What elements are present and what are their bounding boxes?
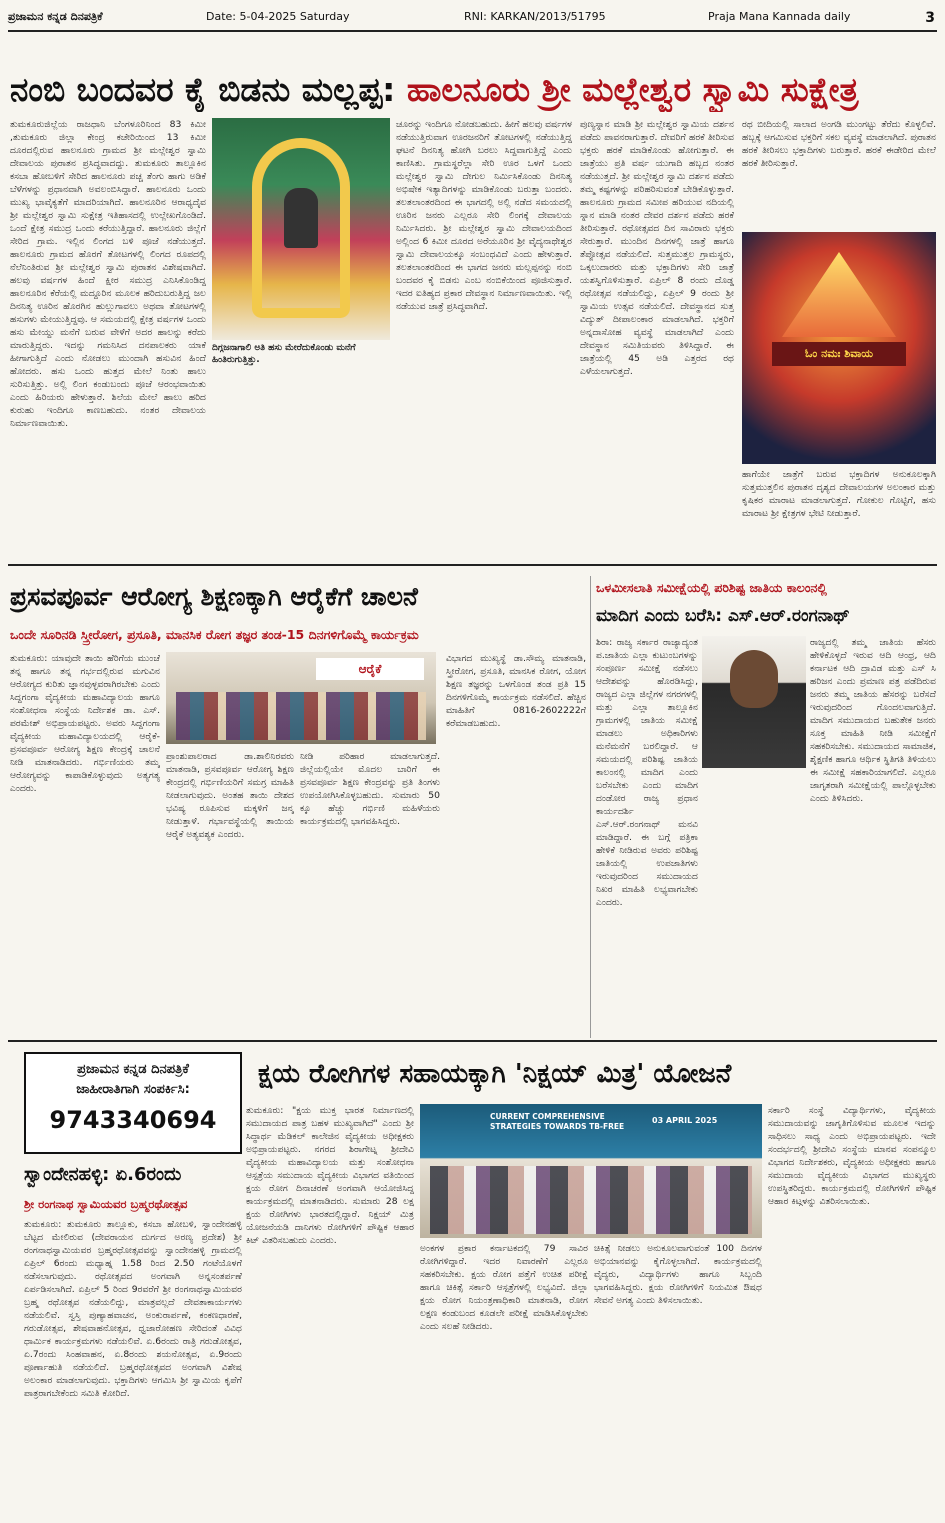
tb-event-photo [420,1104,762,1238]
photo1-caption: ದಿಗ್ಗಜನಾಗಾಲಿ ಅತಿ ಹಸು ಮೇರೆದುಕೊಂಡು ಮನೆಗೆ ಹಿಂತಿರುಗುತ್ತಿತ್ತು. [212,343,356,365]
story1-headline [10,68,935,112]
story2-column-4: ವಿಭಾಗದ ಮುಖ್ಯಸ್ಥೆ ಡಾ.ಸೌಮ್ಯ ಮಾತನಾಡಿ, ಸ್ತ್ರೀರೋಗ, ಪ್ರಸೂತಿ, ಮಾನಸಿಕ ರೋಗ, ಯೋಗ ಶಿಕ್ಷಣ ತಜ್ಞರನ್ನು ಒಳಗೊಂಡ ತಂಡ ಪ್ರತಿ 15 ದಿನಗಳಿಗೊಮ್ಮೆ ಕಾರ್ಯಕ್ರಮ ನಡೆಸಲಿದೆ. ಹೆಚ್ಚಿನ ಮಾಹಿತಿಗೆ 0816-2602222ಗೆ ಕರೆಮಾಡಬಹುದು. [446,653,586,729]
story1-headline-a: ನಂಬಿ ಬಂದವರ ಕೈ ಬಿಡನು ಮಲ್ಲಪ್ಪ: [10,70,396,109]
story5-headline: ಕ್ಷಯ ರೋಗಿಗಳ ಸಹಾಯಕ್ಕಾಗಿ 'ನಿಕ್ಷಯ್ ಮಿತ್ರ' ಯೋಜನೆ [258,1059,732,1089]
story5-column-4: ಸರ್ಕಾರಿ ಸಂಸ್ಥೆ ವಿದ್ಯಾರ್ಥಿಗಳು, ವೈದ್ಯಕೀಯ ಸಮುದಾಯವನ್ನು ಜಾಗೃತಿಗೊಳಿಸುವ ಮೂಲಕ ಇದನ್ನು ಸಾಧಿಸಲು ಸಾಧ್ಯ ಎಂದು ಅಭಿಪ್ರಾಯಪಟ್ಟರು. ಇದೇ ಸಂದರ್ಭದಲ್ಲಿ ಶ್ರೀದೇವಿ ಸಂಸ್ಥೆಯ ಮಾನವ ಸಂಪನ್ಮೂಲ ವಿಭಾಗದ ನಿರ್ದೇಶಕರು, ವೈದ್ಯಕೀಯ ಅಧೀಕ್ಷಕರು ಹಾಗೂ ಸಮುದಾಯ ವೈದ್ಯಕೀಯ ವಿಭಾಗದ ಮುಖ್ಯಸ್ಥರು ಉಪಸ್ಥಿತರಿದ್ದರು. ಕಾರ್ಯಕ್ರಮದಲ್ಲಿ ರೋಗಿಗಳಿಗೆ ಪೌಷ್ಟಿಕ ಆಹಾರ ಕಿಟ್ಗಳನ್ನು ವಿತರಿಸಲಾಯಿತು. [768,1105,936,1207]
story2-subhead: ಒಂದೇ ಸೂರಿನಡಿ ಸ್ತ್ರೀರೋಗ, ಪ್ರಸೂತಿ, ಮಾನಸಿಕ ರೋಗ ತಜ್ಞರ ತಂಡ-15 ದಿನಗಳಿಗೊಮ್ಮೆ ಕಾರ್ಯಕ್ರಮ [10,627,419,642]
page-number: 3 [925,10,935,26]
story1-column-4b: ಹಾಗೆಯೇ ಜಾತ್ರೆಗೆ ಬರುವ ಭಕ್ತಾದಿಗಳ ಅನುಕೂಲಕ್ಕಾಗಿ ಸುತ್ತಮುತ್ತಲಿನ ಪುರಾತನ ದೃಶ್ಯದ ದೇವಾಲಯಗಳ ಅಲಂಕಾರ ಮತ್ತು ಕೃಷಿಕರ ಮಾರಾಟ ಮಾಡಲಾಗುತ್ತದೆ. ಗೋಕುಲ ಗೊಟ್ಟಿಗೆ, ಹಸು ಮಾರಾಟ ಶ್ರೀ ಕ್ಷೇತ್ರಗಳ ಭೇಟಿ ನೀಡುತ್ತಾರೆ. [742,469,936,519]
story1-column-1: ತುಮಕೂರುಜಿಲ್ಲೆಯ ರಾಜಧಾನಿ ಬೆಂಗಳೂರಿನಿಂದ 83 ಕಿಮೀ ,ತುಮಕೂರು ಜಿಲ್ಲಾ ಕೇಂದ್ರ ಕಚೇರಿಯಿಂದ 13 ಕಿಮೀ ದೂರದಲ್ಲಿರುವ ಹಾಲನೂರು ಗ್ರಾಮದ ಶ್ರೀ ಮಲ್ಲೇಶ್ವರ ಸ್ವಾಮಿ ದೇವಾಲಯ ಪುರಾತನ ಪ್ರಸಿದ್ಧವಾದದ್ದು. ತುಮಕೂರು ತಾಲ್ಲೂಕಿನ ಕಸಬಾ ಹೋಬಳಿಗೆ ಸೇರಿದ ಹಾಲನೂರು ಪಚ್ಚ ತೆಂಗು ಹಾಗು ಅಡಿಕೆ ಬೆಳೆಗಳನ್ನು ಪ್ರಧಾನವಾಗಿ ಅವಲಂಬಿಸಿದ್ದಾರೆ. ಹಾಲನೂರು ಒಂದು ಮುಖ್ಯ ಭಾವೈಕ್ಯತೆಗೆ ಮಾದರಿಯಾಗಿದೆ. ಹಾಲನೂರಿನ ಆರಾಧ್ಯದೈವ ಶ್ರೀ ಮಲ್ಲೇಶ್ವರ ಸ್ವಾಮಿ ಸುಕ್ಷೇತ್ರ ಇತಿಹಾಸದಲ್ಲಿ ಉಲ್ಲೇಖಗೊಂಡಿದೆ. ಒಂದೆ ಕ್ಷೇತ್ರ ಸಮುದ್ರ ಒಂದು ಕರೆಯುತ್ತಿದ್ದಾರೆ. ಹಾಲನೂರು ಜಿಲ್ಲೆಗೆ ಸೇರಿದ ಗ್ರಾಮ. ಇಲ್ಲಿನ ಲಿಂಗದ ಬಳಿ ಪೂಜೆ ನಡೆಯುತ್ತದೆ. ಹಾಲನೂರು ಗ್ರಾಮದ ಹೊರಗೆ ತೋಟಗಳಲ್ಲಿ ಲಿಂಗದ ರೂಪದಲ್ಲಿ ನೆಲೆನಿಂತಿರುವ ಶ್ರೀ ಮಲ್ಲೇಶ್ವರ ಸ್ವಾಮಿ ಪುರಾತನ ವಿಶೇಷವಾಗಿದೆ. ಹಲವು ವರ್ಷಗಳ ಹಿಂದೆ ಕ್ಷೀರ ಸಮುದ್ರ ಎನಿಸಿಕೊಂಡಿದ್ದ ಹಾಲನೂರಿನ ಕೆರೆಯಲ್ಲಿ ಮದ್ದೂರಿನ ಮೂಲಕ ಹರಿದುಬರುತ್ತಿದ್ದ ಜಲ ದಿನನಿತ್ಯ ಊರಿನ ಹೊರಗಿನ ಹುಲ್ಲುಗಾವಲು ಅಥವಾ ತೋಟಗಳಲ್ಲಿ ಹಸುಗಳು ಮೇಯುತ್ತಿದ್ದವು. ಆ ಸಮಯದಲ್ಲಿ ಕ್ಷೇತ್ರ ವರ್ಷಗಳ ಒಂದು ಹಸು ಮೇಯ್ದು ಮನೆಗೆ ಬರುವ ವೇಳೆಗೆ ಅದರ ಹಾಲನ್ನು ಕರೆದು ಮಾರುತ್ತಿದ್ದರು. ಇದನ್ನು ಗಮನಿಸಿದ ದನಪಾಲಕರು ಯಾಕೆ ಹೀಗಾಗುತ್ತಿದೆ ಎಂದು ನೋಡಲು ಮುಂದಾಗಿ ಹಸುವಿನ ಹಿಂದೆ ಹೋದರು. ಹಸು ಒಂದು ಹುತ್ತದ ಮೇಲೆ ನಿಂತು ಹಾಲು ಸುರಿಸುತ್ತಿತ್ತು. ಅಲ್ಲಿ ಲಿಂಗ ಕಂಡುಬಂದು ಪೂಜೆ ಆರಂಭವಾಯಿತು ಎಂದು ಹಿರಿಯರು ಹೇಳುತ್ತಾರೆ. ಶಿಲೆಯ ಮೇಲೆ ಹಾಲು ಹರಿದ ಕುರುಹು ಇಂದಿಗೂ ಕಾಣಬಹುದು. ನಂತರ ದೇವಾಲಯ ನಿರ್ಮಾಣವಾಯಿತು. [10,119,206,429]
chariot-banner: ಓಂ ನಮಃ ಶಿವಾಯ [772,342,906,366]
story2-column-1: ತುಮಕೂರು: ಯಾವುದೇ ತಾಯಿ ಹೆರಿಗೆಯ ಮುಂಚೆ ತನ್ನ ಹಾಗೂ ತನ್ನ ಗರ್ಭದಲ್ಲಿರುವ ಮಗುವಿನ ಆರೋಗ್ಯದ ಕುರಿತು ಜ್ಞಾನವುಳ್ಳವರಾಗಿರಬೇಕು ಎಂದು ಸಿದ್ದಗಂಗಾ ವೈದ್ಯಕೀಯ ಮಹಾವಿದ್ಯಾಲಯ ಹಾಗೂ ಸಂಶೋಧನಾ ಸಂಸ್ಥೆಯ ನಿರ್ದೇಶಕ ಡಾ. ಎಸ್. ಪರಮೇಶ್ ಅಭಿಪ್ರಾಯಪಟ್ಟರು. ಅವರು ಸಿದ್ದಗಂಗಾ ವೈದ್ಯಕೀಯ ಮಹಾವಿದ್ಯಾಲಯದಲ್ಲಿ ಆರೈಕೆ-ಪ್ರಸವಪೂರ್ವ ಆರೋಗ್ಯ ಶಿಕ್ಷಣ ಕೇಂದ್ರಕ್ಕೆ ಚಾಲನೆ ನೀಡಿ ಮಾತನಾಡಿದರು. ಗರ್ಭಿಣಿಯರು ತಮ್ಮ ಆರೋಗ್ಯವನ್ನು ಕಾಪಾಡಿಕೊಳ್ಳುವುದು ಅತ್ಯಗತ್ಯ ಎಂದರು. [10,653,160,794]
people-group-icon [430,1166,752,1234]
story5-column-1: ತುಮಕೂರು: "ಕ್ಷಯ ಮುಕ್ತ ಭಾರತ ನಿರ್ಮಾಣದಲ್ಲಿ ಸಮುದಾಯದ ಪಾತ್ರ ಬಹಳ ಮುಖ್ಯವಾಗಿದೆ" ಎಂದು ಶ್ರೀ ಸಿದ್ಧಾರ್ಥ ಮೆಡಿಕಲ್ ಕಾಲೇಜಿನ ವೈದ್ಯಕೀಯ ಅಧೀಕ್ಷಕರು ಅಭಿಪ್ರಾಯಪಟ್ಟರು. ನಗರದ ಶಿರಾಗೇಟ್ನ ಶ್ರೀದೇವಿ ವೈದ್ಯಕೀಯ ಮಹಾವಿದ್ಯಾಲಯ ಮತ್ತು ಸಂಶೋಧನಾ ಆಸ್ಪತ್ರೆಯ ಸಮುದಾಯ ವೈದ್ಯಕೀಯ ವಿಭಾಗದ ವತಿಯಿಂದ ಕ್ಷಯ ರೋಗ ದಿನಾಚರಣೆ ಅಂಗವಾಗಿ ಆಯೋಜಿಸಿದ್ದ ಕಾರ್ಯಕ್ರಮದಲ್ಲಿ ಮಾತನಾಡಿದರು. ಸುಮಾರು 28 ಲಕ್ಷ ಕ್ಷಯ ರೋಗಿಗಳು ಭಾರತದಲ್ಲಿದ್ದಾರೆ. ನಿಕ್ಷಯ್ ಮಿತ್ರ ಯೋಜನೆಯಡಿ ದಾನಿಗಳು ರೋಗಿಗಳಿಗೆ ಪೌಷ್ಟಿಕ ಆಹಾರ ಕಿಟ್ ವಿತರಿಸಬಹುದು ಎಂದರು. [246,1105,414,1246]
story3-kicker: ಒಳಮೀಸಲಾತಿ ಸಮೀಕ್ಷೆಯಲ್ಲಿ ಪರಿಶಿಷ್ಟ ಜಾತಿಯ ಕಾಲಂನಲ್ಲಿ [596,580,827,595]
story4-subhead: ಶ್ರೀ ರಂಗನಾಥ ಸ್ವಾಮಿಯವರ ಬ್ರಹ್ಮರಥೋತ್ಸವ [24,1197,188,1211]
story5-column-3: ಚಿಕಿತ್ಸೆ ನೀಡಲು ಅನುಕೂಲವಾಗುವಂತೆ 100 ದಿನಗಳ ಅಭಿಯಾನವನ್ನು ಕೈಗೊಳ್ಳಲಾಗಿದೆ. ಕಾರ್ಯಕ್ರಮದಲ್ಲಿ ವೈದ್ಯರು, ವಿದ್ಯಾರ್ಥಿಗಳು ಹಾಗೂ ಸಿಬ್ಬಂದಿ ಭಾಗವಹಿಸಿದ್ದರು. ಕ್ಷಯ ರೋಗಿಗಳಿಗೆ ನಿಯಮಿತ ಔಷಧ ಸೇವನೆ ಅಗತ್ಯ ಎಂದು ತಿಳಿಸಲಾಯಿತು. [594,1243,762,1306]
story1-headline-b: ಹಾಲನೂರು ಶ್ರೀ ಮಲ್ಲೇಶ್ವರ ಸ್ವಾಮಿ ಸುಕ್ಷೇತ್ರ [406,70,859,109]
rangnath-portrait-photo [702,636,806,768]
story3-column-1: ಶಿರಾ: ರಾಜ್ಯ ಸರ್ಕಾರ ರಾಜ್ಯಾದ್ಯಂತ ಪ.ಜಾತಿಯ ಎಲ್ಲಾ ಕುಟುಂಬಗಳನ್ನು ಸಂಪೂರ್ಣ ಸಮೀಕ್ಷೆ ನಡೆಸಲು ಆದೇಶವನ್ನು ಹೊರಡಿಸಿದ್ದು, ರಾಜ್ಯದ ಎಲ್ಲಾ ಜಿಲ್ಲೆಗಳ ನಗರಗಳಲ್ಲಿ ಮತ್ತು ಎಲ್ಲಾ ತಾಲ್ಲೂಕಿನ ಗ್ರಾಮಗಳಲ್ಲಿ ಜಾತಿಯ ಸಮೀಕ್ಷೆ ಮಾಡಲು ಅಧಿಕಾರಿಗಳು ಮನೆಮನೆಗೆ ಬರಲಿದ್ದಾರೆ. ಆ ಸಮಯದಲ್ಲಿ ಪರಿಶಿಷ್ಟ ಜಾತಿಯ ಕಾಲಂನಲ್ಲಿ ಮಾದಿಗ ಎಂದು ಬರೆಸಬೇಕು ಎಂದು ಮಾದಿಗ ದಂಡೋರ ರಾಜ್ಯ ಪ್ರಧಾನ ಕಾರ್ಯದರ್ಶಿ ಎಸ್.ಆರ್.ರಂಗನಾಥ್ ಮನವಿ ಮಾಡಿದ್ದಾರೆ. ಈ ಬಗ್ಗೆ ಪತ್ರಿಕಾ ಹೇಳಿಕೆ ನೀಡಿರುವ ಅವರು ಪರಿಶಿಷ್ಟ ಜಾತಿಯಲ್ಲಿ ಉಪಜಾತಿಗಳು ಇರುವುದರಿಂದ ಸಮುದಾಯದ ನಿಖರ ಮಾಹಿತಿ ಲಭ್ಯವಾಗಬೇಕು ಎಂದರು. [596,637,698,908]
chariot-photo [742,232,936,464]
people-group-icon [176,692,426,740]
ad-line-1: ಪ್ರಜಾಮನ ಕನ್ನಡ ದಿನಪತ್ರಿಕೆ [77,1062,189,1077]
temple-deity-photo [212,118,390,340]
chariot-top-icon [782,252,896,337]
masthead-logo: ಪ್ರಜಾಮನ ಕನ್ನಡ ದಿನಪತ್ರಿಕೆ [8,10,103,23]
person-face-icon [730,650,778,708]
story5-column-2: ಅಂಕಗಳ ಪ್ರಕಾರ ಕರ್ನಾಟಕದಲ್ಲಿ 79 ಸಾವಿರ ರೋಗಿಗಳಿದ್ದಾರೆ. ಇದರ ನಿವಾರಣೆಗೆ ಎಲ್ಲರೂ ಸಹಕರಿಸಬೇಕು. ಕ್ಷಯ ರೋಗ ಪತ್ತೆಗೆ ಉಚಿತ ಪರೀಕ್ಷೆ ಹಾಗೂ ಚಿಕಿತ್ಸೆ ಸರ್ಕಾರಿ ಆಸ್ಪತ್ರೆಗಳಲ್ಲಿ ಲಭ್ಯವಿದೆ. ಜಿಲ್ಲಾ ಕ್ಷಯ ರೋಗ ನಿಯಂತ್ರಣಾಧಿಕಾರಿ ಮಾತನಾಡಿ, ರೋಗ ಲಕ್ಷಣ ಕಂಡುಬಂದ ಕೂಡಲೇ ಪರೀಕ್ಷೆ ಮಾಡಿಸಿಕೊಳ್ಳಬೇಕು ಎಂದು ಸಲಹೆ ನೀಡಿದರು. [420,1243,588,1332]
story4-body: ತುಮಕೂರು: ತುಮಕೂರು ತಾಲ್ಲೂಕು, ಕಸಬಾ ಹೋಬಳಿ, ಸ್ವಾಂದೇನಹಳ್ಳಿ ಬೆಟ್ಟದ ಮೇಲಿರುವ (ದೇವರಾಯನ ದುರ್ಗದ ಅರಣ್ಯ ಪ್ರದೇಶ) ಶ್ರೀ ರಂಗನಾಥಸ್ವಾಮಿಯವರ ಬ್ರಹ್ಮರಥೋತ್ಸವವನ್ನು ಸ್ವಾಂದೇನಹಳ್ಳಿ ಗ್ರಾಮದಲ್ಲಿ ಏಪ್ರಿಲ್ 6ರಂದು ಮಧ್ಯಾಹ್ನ 1.58 ರಿಂದ 2.50 ಗಂಟೆಯೊಳಗೆ ನಡೆಸಲಾಗುವುದು. ರಥೋತ್ಸವದ ಅಂಗವಾಗಿ ಅನ್ನಸಂತರ್ಪಣೆ ಏರ್ಪಡಿಸಲಾಗಿದೆ. ಏಪ್ರಿಲ್ 5 ರಿಂದ 9ರವರೆಗೆ ಶ್ರೀ ರಂಗನಾಥಸ್ವಾಮಿಯವರ ಬ್ರಹ್ಮ ರಥೋತ್ಸವ ನಡೆಯಲಿದ್ದು, ಮಾತ್ರವಲ್ಲದೆ ದೇವತಾಕಾರ್ಯಗಳು ನಡೆಯಲಿವೆ. ಸ್ವಸ್ತಿ ಪುಣ್ಯಾಹವಾಚನ, ಅಂಕುರಾರ್ಪಣೆ, ಕಂಕಣಧಾರಣೆ, ಗರುಡೋತ್ಸವ, ಶೇಷವಾಹನೋತ್ಸವ, ಧ್ವಜಾರೋಹಣ ಸೇರಿದಂತೆ ವಿವಿಧ ಧಾರ್ಮಿಕ ಕಾರ್ಯಕ್ರಮಗಳು ನಡೆಯಲಿವೆ. ಏ.6ರಂದು ರಾತ್ರಿ ಗರುಡೋತ್ಸವ, ಏ.7ರಂದು ಸಿಂಹವಾಹನ, ಏ.8ರಂದು ಶಯನೋತ್ಸವ, ಏ.9ರಂದು ಪೂರ್ಣಾಹುತಿ ನಡೆಯಲಿದೆ. ಬ್ರಹ್ಮರಥೋತ್ಸವದ ಅಂಗವಾಗಿ ವಿಶೇಷ ಅಲಂಕಾರ ಮಾಡಲಾಗುವುದು. ಭಕ್ತಾದಿಗಳು ಆಗಮಿಸಿ ಶ್ರೀ ಸ್ವಾಮಿಯ ಕೃಪೆಗೆ ಪಾತ್ರರಾಗಬೇಕೆಂದು ಸಮಿತಿ ಕೋರಿದೆ. [24,1219,242,1399]
aaraike-banner: ಆರೈಕೆ [316,658,424,680]
story3-headline: ಮಾದಿಗ ಎಂದು ಬರೆಸಿ: ಎಸ್.ಆರ್.ರಂಗನಾಥ್ [596,606,850,626]
story3-column-2: ರಾಜ್ಯದಲ್ಲಿ ತಮ್ಮ ಜಾತಿಯ ಹೆಸರು ಹೇಳಿಕೊಳ್ಳದೆ ಇರುವ ಆದಿ ಆಂಧ್ರ, ಆದಿ ಕರ್ನಾಟಕ ಆದಿ ದ್ರಾವಿಡ ಮತ್ತು ಎಸ್ ಸಿ ಹರಿಜನ ಎಂದು ಪ್ರಮಾಣ ಪತ್ರ ಪಡೆದಿರುವ ಜನರು ತಮ್ಮ ಜಾತಿಯ ಹೆಸರನ್ನು ಬರೆಸದೆ ಇರುವುದರಿಂದ ಗೊಂದಲವಾಗುತ್ತಿದೆ. ಮಾದಿಗ ಸಮುದಾಯದ ಬಹುತೇಕ ಜನರು ಸೂಕ್ತ ಮಾಹಿತಿ ನೀಡಿ ಸಮೀಕ್ಷೆಗೆ ಸಹಕರಿಸಬೇಕು. ಸಮುದಾಯದ ಸಾಮಾಜಿಕ, ಶೈಕ್ಷಣಿಕ ಹಾಗೂ ಆರ್ಥಿಕ ಸ್ಥಿತಿಗತಿ ತಿಳಿಯಲು ಈ ಸಮೀಕ್ಷೆ ಸಹಕಾರಿಯಾಗಲಿದೆ. ಎಲ್ಲರೂ ಜಾಗೃತರಾಗಿ ಸಮೀಕ್ಷೆಯಲ್ಲಿ ಪಾಲ್ಗೊಳ್ಳಬೇಕು ಎಂದು ತಿಳಿಸಿದರು. [810,637,936,804]
tb-banner-date: 03 APRIL 2025 [652,1116,718,1125]
section-divider-2 [8,1040,937,1042]
section-divider-1 [8,564,937,566]
story1-column-4a: ರಥ ಬೀದಿಯಲ್ಲಿ ಸಾಲಾದ ಅಂಗಡಿ ಮುಂಗಟ್ಟು ತೆರೆದು ಕೊಳ್ಳಲಿವೆ. ಹಬ್ಬಕ್ಕೆ ಆಗಮಿಸುವ ಭಕ್ತರಿಗೆ ಸಕಲ ವ್ಯವಸ್ಥೆ ಮಾಡಲಾಗಿದೆ. ಪುರಾತನ ಹರಕೆ ತೀರಿಸಲು ಭಕ್ತಾದಿಗಳು ಬರುತ್ತಾರೆ. ಹರಕೆ ಈಡೇರಿದ ಮೇಲೆ ಹರಕೆ ತೀರಿಸುತ್ತಾರೆ. [742,119,936,169]
masthead-paper-name: Praja Mana Kannada daily [708,10,851,23]
masthead-rni: RNI: KARKAN/2013/51795 [464,10,606,23]
story2-column-2: ಪ್ರಾಂಶುಪಾಲರಾದ ಡಾ.ಶಾಲಿನಿರವರು ಮಾತನಾಡಿ, ಪ್ರಸವಪೂರ್ವ ಆರೋಗ್ಯ ಶಿಕ್ಷಣ ಕೇಂದ್ರದಲ್ಲಿ ಗರ್ಭಿಣಿಯರಿಗೆ ಸಮಗ್ರ ಮಾಹಿತಿ ನೀಡಲಾಗುವುದು. ಅಂತಹ ತಾಯಿ ದೇಶದ ಭವಿಷ್ಯ ರೂಪಿಸುವ ಮಕ್ಕಳಿಗೆ ಜನ್ಮ ನೀಡುತ್ತಾಳೆ. ಗರ್ಭಾವಸ್ಥೆಯಲ್ಲಿ ತಾಯಿಯ ಆರೈಕೆ ಅತ್ಯವಶ್ಯಕ ಎಂದರು. [166,751,294,840]
story2-headline: ಪ್ರಸವಪೂರ್ವ ಆರೋಗ್ಯ ಶಿಕ್ಷಣಕ್ಕಾಗಿ ಆರೈಕೆಗೆ ಚಾಲನೆ [10,582,418,611]
masthead [8,4,937,32]
ad-line-2: ಜಾಹೀರಾತಿಗಾಗಿ ಸಂಪರ್ಕಿಸಿ: [76,1082,190,1097]
ad-phone: 9743340694 [49,1106,217,1134]
masthead-date: Date: 5-04-2025 Saturday [206,10,350,23]
deity-icon [284,188,318,248]
prenatal-event-photo [166,652,436,744]
temple-photo-caption-and-column [212,342,390,558]
story1-column-3: ಪುಣ್ಯಸ್ನಾನ ಮಾಡಿ ಶ್ರೀ ಮಲ್ಲೇಶ್ವರ ಸ್ವಾಮಿಯ ದರ್ಶನ ಪಡೆದು ಪಾವನರಾಗುತ್ತಾರೆ. ದೇವರಿಗೆ ಹರಕೆ ತೀರಿಸುವ ಭಕ್ತರು ಹರಕೆ ಮಾಡಿಕೊಂಡು ಹೋಗುತ್ತಾರೆ. ಈ ಜಾತ್ರೆಯು ಪ್ರತಿ ವರ್ಷ ಯುಗಾದಿ ಹಬ್ಬದ ನಂತರ ನಡೆಯುತ್ತದೆ. ಶ್ರೀ ಮಲ್ಲೇಶ್ವರ ಸ್ವಾಮಿ ದರ್ಶನ ಪಡೆದು ತಮ್ಮ ಕಷ್ಟಗಳನ್ನು ಪರಿಹರಿಸುವಂತೆ ಬೇಡಿಕೊಳ್ಳುತ್ತಾರೆ. ಹಾಲನೂರು ಗ್ರಾಮದ ಸಮೀಪ ಹರಿಯುವ ನದಿಯಲ್ಲಿ ಸ್ನಾನ ಮಾಡಿ ನಂತರ ದೇವರ ದರ್ಶನ ಪಡೆದು ಹರಕೆ ತೀರಿಸುತ್ತಾರೆ. ರಥೋತ್ಸವದ ದಿನ ಸಾವಿರಾರು ಭಕ್ತರು ಸೇರುತ್ತಾರೆ. ಮುಂದಿನ ದಿನಗಳಲ್ಲಿ ಜಾತ್ರೆ ಹಾಗೂ ತೆಪ್ಪೋತ್ಸವ ನಡೆಯಲಿದೆ. ಸುತ್ತಮುತ್ತಲ ಗ್ರಾಮಸ್ಥರು, ಒಕ್ಕಲುದಾರರು ಮತ್ತು ಭಕ್ತಾದಿಗಳು ಸೇರಿ ಜಾತ್ರೆ ಯಶಸ್ವಿಗೊಳಿಸುತ್ತಾರೆ. ಏಪ್ರಿಲ್ 8 ರಂದು ದೊಡ್ಡ ರಥೋತ್ಸವ ನಡೆಯಲಿದ್ದು, ಏಪ್ರಿಲ್ 9 ರಂದು ಶ್ರೀ ಸ್ವಾಮಿಯ ಉತ್ಸವ ನಡೆಯಲಿದೆ. ದೇವಸ್ಥಾನದ ಸುತ್ತ ವಿದ್ಯುತ್ ದೀಪಾಲಂಕಾರ ಮಾಡಲಾಗಿದೆ. ಭಕ್ತರಿಗೆ ಅನ್ನದಾಸೋಹ ವ್ಯವಸ್ಥೆ ಮಾಡಲಾಗಿದೆ ಎಂದು ದೇವಸ್ಥಾನ ಸಮಿತಿಯವರು ತಿಳಿಸಿದ್ದಾರೆ. ಈ ಜಾತ್ರೆಯಲ್ಲಿ 45 ಅಡಿ ಎತ್ತರದ ರಥ ಎಳೆಯಲಾಗುತ್ತದೆ. [580,119,734,377]
story4-headline: ಸ್ವಾಂದೇನಹಳ್ಳಿ: ಏ.6ರಂದು [24,1164,182,1185]
tb-banner-text: CURRENT COMPREHENSIVE STRATEGIES TOWARDS TB-FREE [490,1112,625,1131]
advertisement-box [24,1052,242,1154]
column-divider [590,576,591,1038]
story1-column-2: ಚೂರನ್ನು ಇಂದಿಗೂ ನೋಡಬಹುದು. ಹೀಗೆ ಹಲವು ವರ್ಷಗಳ ನಡೆಯುತ್ತಿರುವಾಗ ಊರಜನರಿಗೆ ತೋಟಗಳಲ್ಲಿ ನಡೆಯುತ್ತಿದ್ದ ಘಟನೆ ದಿನನಿತ್ಯ ಹೋಗಿ ಬರಲು ಸಿದ್ದವಾಗುತ್ತಿದ್ದೆ ಎಂದು ಕಾಣಿಸಿತು. ಗ್ರಾಮಸ್ಥರೆಲ್ಲಾ ಸೇರಿ ಊರ ಒಳಗೆ ಒಂದು ಮಲ್ಲೇಶ್ವರ ಸ್ವಾಮಿ ದೇಗುಲ ನಿರ್ಮಿಸಿಕೊಂಡು ದಿನನಿತ್ಯ ಅಭಿಷೇಕ ಇತ್ಯಾದಿಗಳನ್ನು ಮಾಡಿಕೊಂಡು ಬರುತ್ತಾ ಬಂದರು. ತಲತಲಾಂತರದಿಂದ ಈ ಭಾಗದಲ್ಲಿ ಅಲ್ಲಿ ನಡೆದ ಸಮಯದಲ್ಲಿ ಊರಿನ ಜನರು ಎಲ್ಲರೂ ಸೇರಿ ಲಿಂಗಕ್ಕೆ ದೇವಾಲಯ ನಿರ್ಮಿಸಿದರು. ಶ್ರೀ ಮಲ್ಲೇಶ್ವರ ಸ್ವಾಮಿ ದೇವಾಲಯದಿಂದ ಅಲ್ಲಿಂದ 6 ಕಿಮೀ ದೂರದ ಅರೆಯೂರಿನ ಶ್ರೀ ವೈದ್ಯನಾಥೇಶ್ವರ ಸ್ವಾಮಿ ದೇವಾಲಯಕ್ಕೂ ಸಂಬಂಧವಿದೆ ಎಂದು ಹೇಳುತ್ತಾರೆ. ತಲತಲಾಂತರದಿಂದ ಈ ಭಾಗದ ಜನರು ಮಲ್ಲಪ್ಪನನ್ನು ನಂಬಿ ಬಂದವರ ಕೈ ಬಿಡನು ಎಂಬ ನಂಬಿಕೆಯಿಂದ ಪೂಜಿಸುತ್ತಾರೆ. ಇದರ ಐತಿಹ್ಯದ ಪ್ರಕಾರ ದೇವಸ್ಥಾನ ನಿರ್ಮಾಣವಾಯಿತು. ಇಲ್ಲಿ ನಡೆಯುವ ಜಾತ್ರೆ ಪ್ರಸಿದ್ಧವಾಗಿದೆ. [396,119,572,312]
story2-column-3: ನೀಡಿ ಪರಿಹಾರ ಮಾಡಲಾಗುತ್ತದೆ. ಜಿಲ್ಲೆಯಲ್ಲಿಯೇ ಮೊದಲ ಬಾರಿಗೆ ಈ ಪ್ರಸವಪೂರ್ವ ಶಿಕ್ಷಣ ಕೇಂದ್ರವನ್ನು ಪ್ರತಿ ತಿಂಗಳು ಉಪಯೋಗಿಸಿಕೊಳ್ಳಬಹುದು. ಸುಮಾರು 50 ಕ್ಕೂ ಹೆಚ್ಚು ಗರ್ಭಿಣಿ ಮಹಿಳೆಯರು ಕಾರ್ಯಕ್ರಮದಲ್ಲಿ ಭಾಗವಹಿಸಿದ್ದರು. [300,751,440,827]
